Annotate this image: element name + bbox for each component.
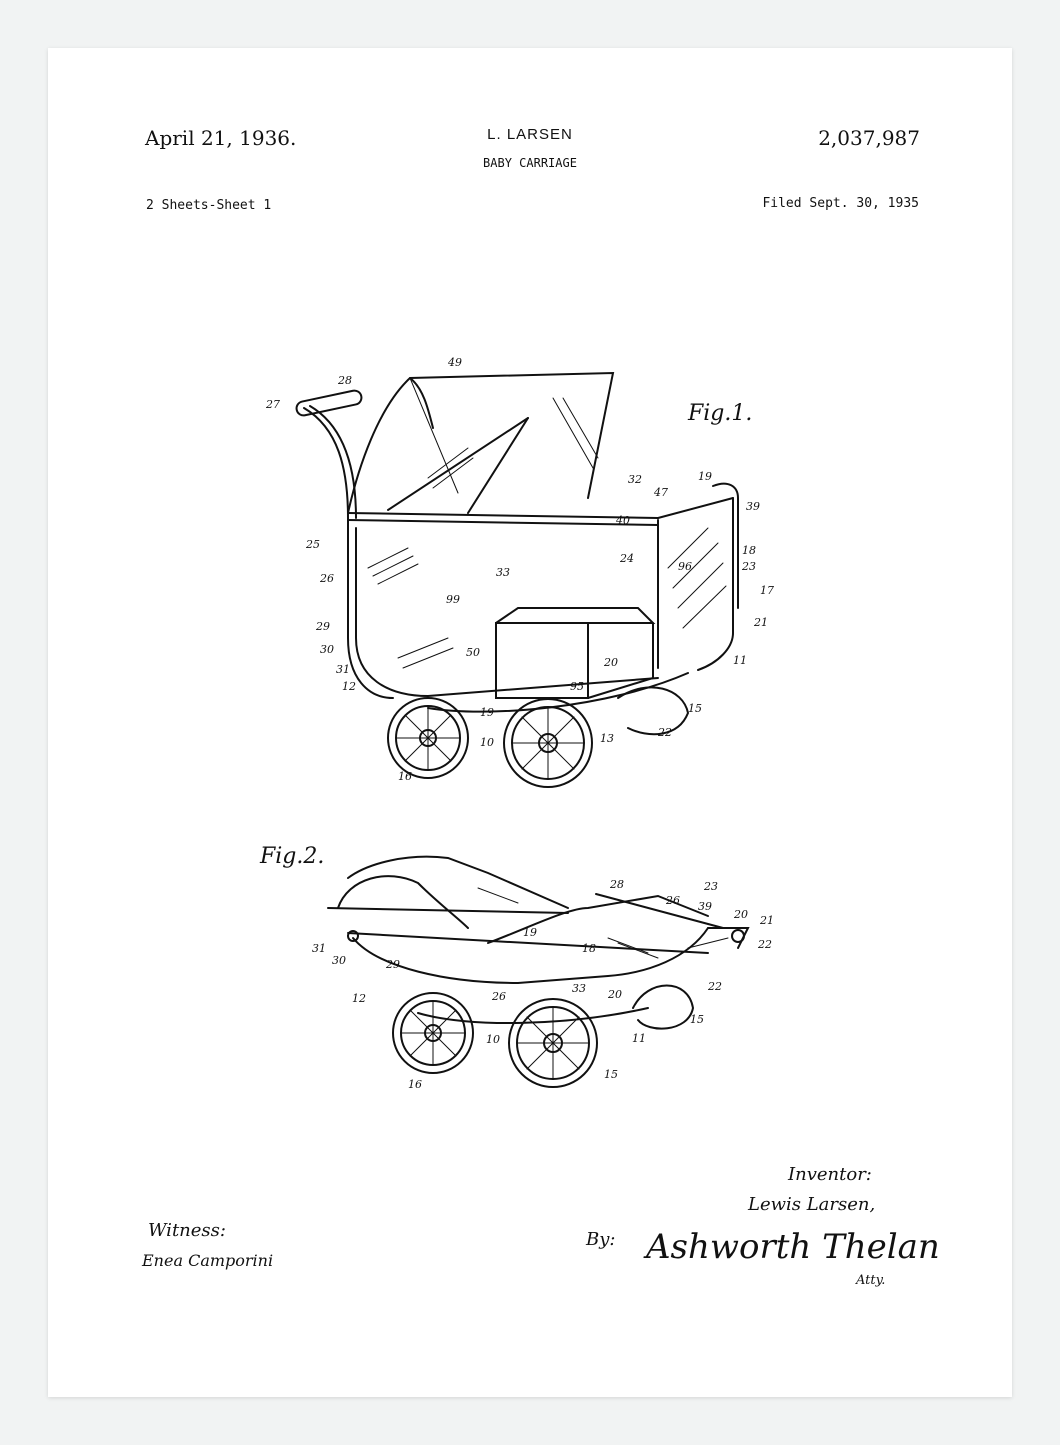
reference-numeral: 31 [336, 663, 350, 676]
reference-numeral: 11 [733, 654, 747, 667]
reference-numeral: 22 [658, 726, 672, 739]
reference-numeral: 17 [760, 584, 774, 597]
reference-numeral: 19 [523, 926, 537, 939]
reference-numeral: 15 [604, 1068, 618, 1081]
reference-numeral: 12 [352, 992, 366, 1005]
reference-numeral: 22 [758, 938, 772, 951]
inventor-name: L. LARSEN [487, 126, 573, 143]
reference-numeral: 26 [492, 990, 506, 1003]
reference-numeral: 15 [688, 702, 702, 715]
reference-numeral: 50 [466, 646, 480, 659]
reference-numeral: 20 [734, 908, 748, 921]
reference-numeral: 15 [690, 1013, 704, 1026]
figure-2 [328, 857, 748, 1087]
patent-date: April 21, 1936. [145, 126, 297, 150]
reference-numeral: 95 [570, 680, 584, 693]
reference-numeral: 24 [620, 552, 634, 565]
figure-1 [295, 373, 738, 787]
patent-drawing [48, 48, 1012, 1397]
patent-number: 2,037,987 [818, 126, 920, 150]
reference-numeral: 13 [600, 732, 614, 745]
sheet-count: 2 Sheets-Sheet 1 [146, 198, 272, 213]
reference-numeral: 32 [628, 473, 642, 486]
by-label: By: [586, 1229, 616, 1250]
patent-sheet [48, 48, 1012, 1397]
reference-numeral: 40 [616, 514, 630, 527]
reference-numeral: 10 [486, 1033, 500, 1046]
reference-numeral: 22 [708, 980, 722, 993]
filed-date: Filed Sept. 30, 1935 [762, 196, 919, 211]
reference-numeral: 47 [654, 486, 668, 499]
reference-numeral: 96 [678, 560, 692, 573]
reference-numeral: 19 [480, 706, 494, 719]
reference-numeral: 16 [408, 1078, 422, 1091]
reference-numeral: 20 [608, 988, 622, 1001]
reference-numeral: 20 [604, 656, 618, 669]
fig1-label: Fig.1. [688, 401, 753, 426]
attorney-abbrev: Atty. [856, 1273, 886, 1288]
reference-numeral: 10 [480, 736, 494, 749]
reference-numeral: 39 [746, 500, 760, 513]
reference-numeral: 30 [332, 954, 346, 967]
witness-heading: Witness: [148, 1220, 226, 1241]
reference-numeral: 49 [448, 356, 462, 369]
reference-numeral: 11 [632, 1032, 646, 1045]
reference-numeral: 28 [610, 878, 624, 891]
reference-numeral: 31 [312, 942, 326, 955]
reference-numeral: 23 [704, 880, 718, 893]
reference-numeral: 26 [666, 894, 680, 907]
reference-numeral: 25 [306, 538, 320, 551]
attorney-signature: Ashworth Thelan [646, 1227, 940, 1267]
reference-numeral: 29 [316, 620, 330, 633]
reference-numeral: 33 [496, 566, 510, 579]
reference-numeral: 33 [572, 982, 586, 995]
reference-numeral: 30 [320, 643, 334, 656]
reference-numeral: 21 [760, 914, 774, 927]
reference-numeral: 27 [266, 398, 280, 411]
reference-numeral: 21 [754, 616, 768, 629]
reference-numeral: 18 [742, 544, 756, 557]
reference-numeral: 28 [338, 374, 352, 387]
fig2-label: Fig.2. [260, 844, 325, 869]
reference-numeral: 19 [698, 470, 712, 483]
reference-numeral: 16 [398, 770, 412, 783]
patent-title: BABY CARRIAGE [483, 156, 577, 170]
inventor-heading: Inventor: [788, 1164, 872, 1185]
reference-numeral: 39 [698, 900, 712, 913]
reference-numeral: 12 [342, 680, 356, 693]
witness-signature: Enea Camporini [142, 1251, 274, 1270]
reference-numeral: 18 [582, 942, 596, 955]
reference-numeral: 23 [742, 560, 756, 573]
reference-numeral: 99 [446, 593, 460, 606]
inventor-signature: Lewis Larsen, [748, 1194, 876, 1215]
reference-numeral: 26 [320, 572, 334, 585]
reference-numeral: 29 [386, 958, 400, 971]
